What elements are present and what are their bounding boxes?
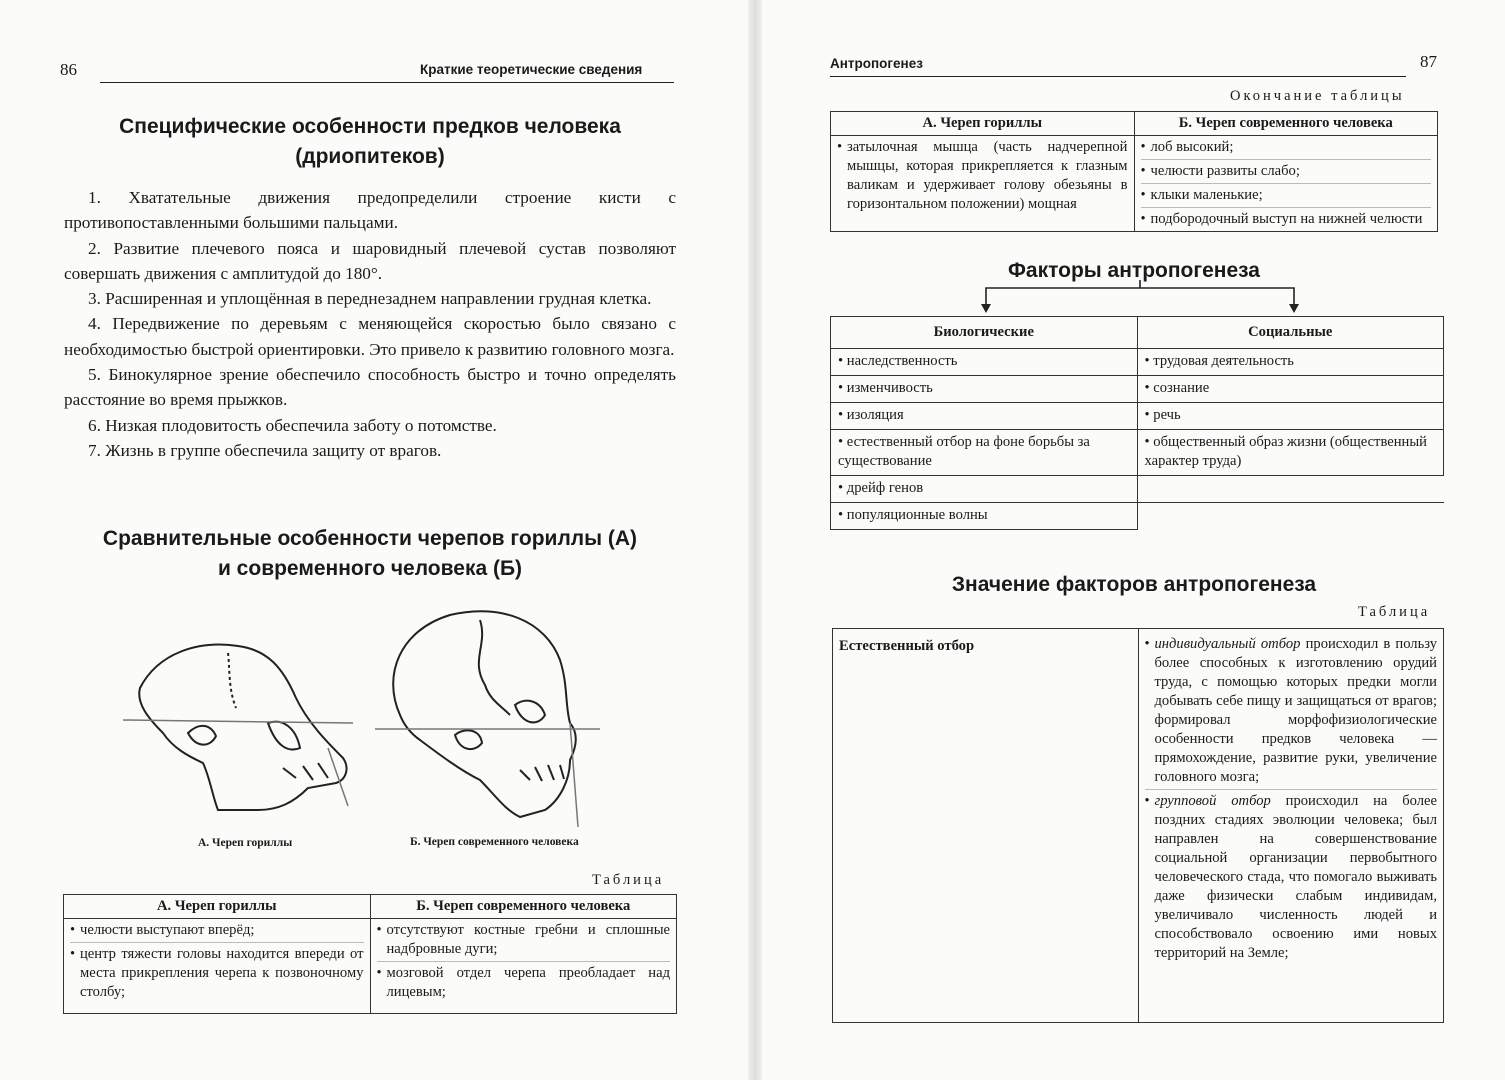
list-item: • клыки маленькие; (1141, 183, 1432, 205)
emphasis: индивидуальный отбор (1154, 636, 1301, 652)
empty-cell (1137, 503, 1444, 530)
meaning-heading: Значение факторов антропогенеза (951, 573, 1317, 596)
column-header: А. Череп гориллы (831, 112, 1135, 136)
list-item: • подбородочный выступ на нижней челюсти (1141, 207, 1432, 229)
cell-text: изоляция (846, 407, 904, 423)
cell-text: наследственность (846, 353, 958, 369)
left-page (0, 0, 752, 1080)
skull-table-continued (830, 111, 1438, 232)
page-number: 87 (1420, 52, 1437, 71)
feature-item: 3. Расширенная и уплощённая в переднезаднем направлении грудная клетка. (88, 289, 652, 309)
heading-line: Сравнительные особенности черепов гориллы (А) (102, 527, 638, 550)
caption-human-skull: Б. Череп современного человека (410, 836, 579, 848)
skull-comparison-table (63, 894, 677, 1014)
heading-line: Специфические особенности предков человека (119, 115, 621, 138)
column-header: Биологические (831, 317, 1138, 349)
list-item: • челюсти развиты слабо; (1141, 159, 1432, 181)
cell-text: дрейф генов (846, 480, 924, 496)
table-cell: • естественный отбор на фоне борьбы за существование (831, 430, 1138, 476)
table-cell: • наследственность (831, 349, 1138, 376)
feature-item: 6. Низкая плодовитость обеспечила заботу о потомстве. (88, 415, 497, 435)
feature-item: 1. Хватательные движения предопределили строение кисти с противопоставленными большими пальцами. (64, 188, 676, 233)
feature-item: 4. Передвижение по деревьям с меняющейся скоростью было связано с необходимостью быстрой ориентировки. Это привело к развитию головного мозга. (64, 314, 676, 359)
table-cell (831, 136, 1135, 232)
cell-text: речь (1153, 407, 1181, 423)
table-cell: • сознание (1137, 376, 1444, 403)
list-item: • лоб высокий; (1141, 138, 1432, 157)
cell-text: сознание (1153, 380, 1210, 396)
column-header: Социальные (1137, 317, 1444, 349)
table-label: Таблица (1358, 604, 1431, 620)
factors-heading: Факторы антропогенеза (1008, 259, 1260, 282)
emphasis: групповой отбор (1154, 793, 1271, 809)
table-cell: • речь (1137, 403, 1444, 430)
table-cell (370, 919, 677, 1014)
cell-text: популяционные волны (846, 507, 988, 523)
heading-line: (дриопитеков) (295, 145, 445, 168)
item-text: происходил в пользу более способных к изготовлению орудий труда, с помощью которых предки могли добывать себе пищу и защищаться от врагов; формировал морфофизиологические особенности предков человека — прямохождение, развитие руки, увеличение головного мозга; (1154, 636, 1437, 785)
header-rule (830, 76, 1406, 77)
item-text: происходил на более поздних стадиях эволюции человека; был направлен на совершенствование социальной организации первобытного человеческого стада, что помогало выживать даже физически слабым индивидам, увеличивало численность людей и способствовало освоению ими новых территорий на Земле; (1154, 793, 1437, 961)
table-label: Таблица (592, 872, 665, 888)
running-head: Краткие теоретические сведения (420, 62, 643, 77)
header-rule (100, 82, 674, 83)
factor-description-cell (1138, 629, 1444, 1023)
arrow-down-icon (1289, 304, 1299, 313)
right-page (760, 0, 1505, 1080)
table-cell: • изоляция (831, 403, 1138, 430)
column-header: Б. Череп современного человека (1134, 112, 1438, 136)
branch-arrows (970, 280, 1310, 316)
feature-item: 7. Жизнь в группе обеспечила защиту от врагов. (88, 440, 442, 460)
caption-gorilla-skull: А. Череп гориллы (198, 837, 293, 849)
list-item: • отсутствуют костные гребни и сплошные надбровные дуги; (377, 921, 671, 959)
heading-specific-features (60, 112, 680, 172)
list-item (1145, 635, 1438, 787)
human-skull-drawing (370, 605, 610, 830)
heading-line: и современного человека (Б) (217, 557, 523, 580)
table-cell: • дрейф генов (831, 476, 1138, 503)
list-item: • центр тяжести головы находится впереди от места прикрепления черепа к позвоночному столбу; (70, 942, 364, 1002)
feature-item: 2. Развитие плечевого пояса и шаровидный плечевой сустав позволяют совершать движения с амплитудой до 180°. (64, 238, 676, 283)
table-cell: • популяционные волны (831, 503, 1138, 530)
factor-name-cell: Естественный отбор (833, 629, 1139, 1023)
running-head: Антропогенез (830, 56, 923, 71)
list-item (1145, 789, 1438, 963)
table-continuation-label: Окончание таблицы (1230, 88, 1405, 104)
heading-skull-comparison (60, 524, 680, 584)
cell-text: трудовая деятельность (1153, 353, 1294, 369)
table-cell: • трудовая деятельность (1137, 349, 1444, 376)
list-item: • челюсти выступают вперёд; (70, 921, 364, 940)
cell-text: естественный отбор на фоне борьбы за существование (838, 434, 1090, 469)
table-cell: • изменчивость (831, 376, 1138, 403)
column-header: Б. Череп современного человека (370, 895, 677, 919)
column-header: А. Череп гориллы (64, 895, 371, 919)
arrow-down-icon (981, 304, 991, 313)
features-list (64, 185, 676, 463)
table-cell (64, 919, 371, 1014)
gorilla-skull-drawing (118, 628, 368, 828)
factors-meaning-table (832, 628, 1444, 1023)
list-item: • мозговой отдел черепа преобладает над лицевым; (377, 961, 671, 1002)
list-item: • затылочная мышца (часть надчерепной мышцы, которая прикрепляется к глазным валикам и удерживает голову обезьяны в горизонтальном положении) мощная (837, 138, 1128, 214)
cell-text: изменчивость (846, 380, 933, 396)
empty-cell (1137, 476, 1444, 503)
page-number: 86 (60, 60, 77, 79)
table-cell: • общественный образ жизни (общественный характер труда) (1137, 430, 1444, 476)
cell-text: общественный образ жизни (общественный характер труда) (1144, 434, 1427, 469)
table-cell (1134, 136, 1438, 232)
feature-item: 5. Бинокулярное зрение обеспечило способность быстро и точно определять расстояние во время прыжков. (64, 365, 676, 410)
factors-table (830, 316, 1444, 530)
